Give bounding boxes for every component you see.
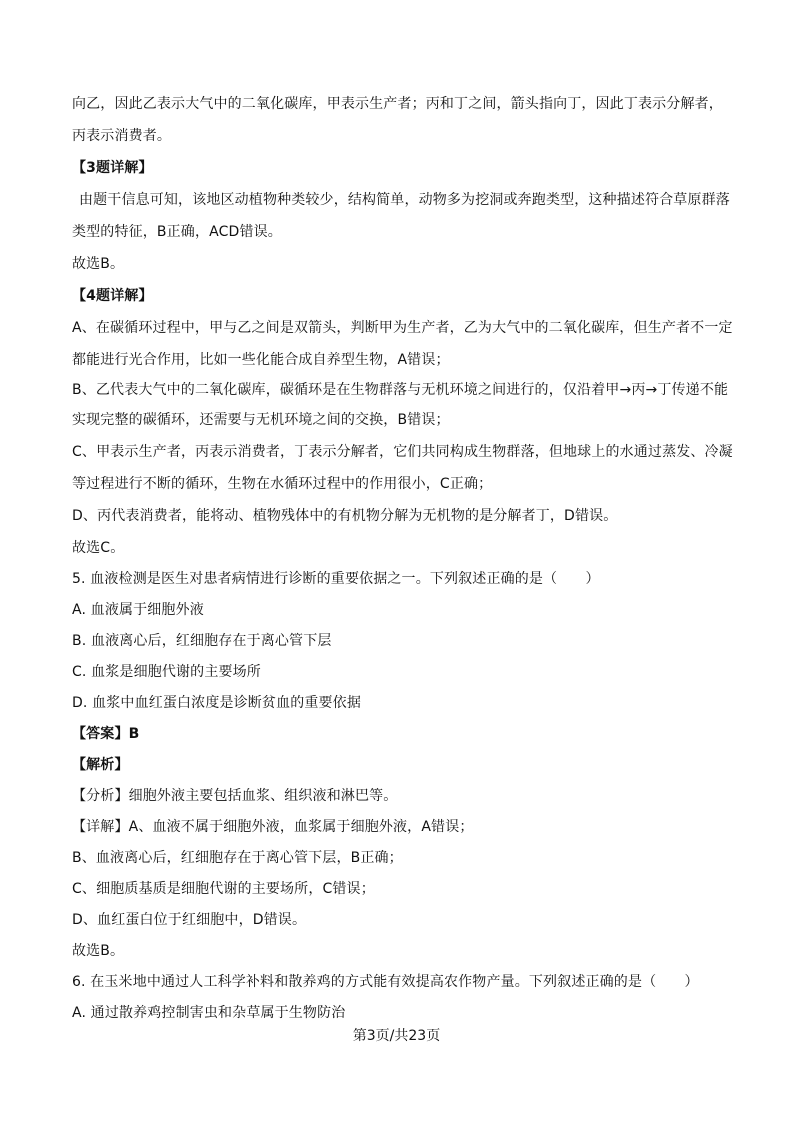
- paragraph-line: 故选B。: [72, 256, 125, 272]
- question-stem: 5. 血液检测是医生对患者病情进行诊断的重要依据之一。下列叙述正确的是（ ）: [72, 571, 600, 587]
- option-c: C. 血浆是细胞代谢的主要场所: [72, 664, 261, 680]
- question-stem: 6. 在玉米地中通过人工科学补料和散养鸡的方式能有效提高农作物产量。下列叙述正确的是（ ）: [72, 974, 699, 990]
- option-d: D. 血浆中血红蛋白浓度是诊断贫血的重要依据: [72, 695, 361, 711]
- analysis-heading: 【解析】: [72, 757, 129, 773]
- answer-line: 【答案】B: [72, 726, 140, 742]
- option-a: A. 通过散养鸡控制害虫和杂草属于生物防治: [72, 1005, 346, 1021]
- paragraph-line: C、甲表示生产者，丙表示消费者，丁表示分解者，它们共同构成生物群落，但地球上的水通过蒸发、冷凝: [72, 444, 733, 460]
- option-a: A. 血液属于细胞外液: [72, 602, 204, 618]
- paragraph-line: A、在碳循环过程中，甲与乙之间是双箭头，判断甲为生产者，乙为大气中的二氧化碳库，但生产者不一定: [72, 320, 733, 336]
- option-b: B. 血液离心后，红细胞存在于离心管下层: [72, 633, 332, 649]
- paragraph-line: 等过程进行不断的循环，生物在水循环过程中的作用很小，C正确；: [72, 476, 493, 492]
- section-heading: 【3题详解】: [72, 160, 153, 176]
- paragraph-line: 【分析】细胞外液主要包括血浆、组织液和淋巴等。: [72, 788, 398, 804]
- paragraph-line: C、细胞质基质是细胞代谢的主要场所，C错误；: [72, 881, 375, 897]
- paragraph-line: 都能进行光合作用，比如一些化能合成自养型生物，A错误；: [72, 352, 450, 368]
- paragraph-line: D、血红蛋白位于红细胞中，D错误。: [72, 912, 307, 928]
- paragraph-line: 实现完整的碳循环，还需要与无机环境之间的交换，B错误；: [72, 412, 450, 428]
- paragraph-line: B、血液离心后，红细胞存在于离心管下层，B正确；: [72, 850, 403, 866]
- paragraph-line: 故选B。: [72, 943, 125, 959]
- paragraph-line: 故选C。: [72, 540, 125, 556]
- paragraph-line: 丙表示消费者。: [72, 128, 172, 144]
- paragraph-line: D、丙代表消费者，能将动、植物残体中的有机物分解为无机物的是分解者丁，D错误。: [72, 508, 618, 524]
- paragraph-line: 【详解】A、血液不属于细胞外液，血浆属于细胞外液，A错误；: [72, 819, 474, 835]
- section-heading: 【4题详解】: [72, 288, 153, 304]
- paragraph-line: 向乙，因此乙表示大气中的二氧化碳库，甲表示生产者；丙和丁之间，箭头指向丁，因此丁表示分解者，: [72, 96, 723, 112]
- paragraph-line: 由题干信息可知，该地区动植物种类较少，结构简单，动物多为挖洞或奔跑类型，这种描述符合草原群落: [79, 192, 730, 208]
- paragraph-line: 类型的特征，B正确，ACD错误。: [72, 224, 282, 240]
- page-footer: 第3页/共23页: [352, 1028, 441, 1044]
- paragraph-line: B、乙代表大气中的二氧化碳库，碳循环是在生物群落与无机环境之间进行的，仅沿着甲→丙→丁传递不能: [72, 382, 729, 398]
